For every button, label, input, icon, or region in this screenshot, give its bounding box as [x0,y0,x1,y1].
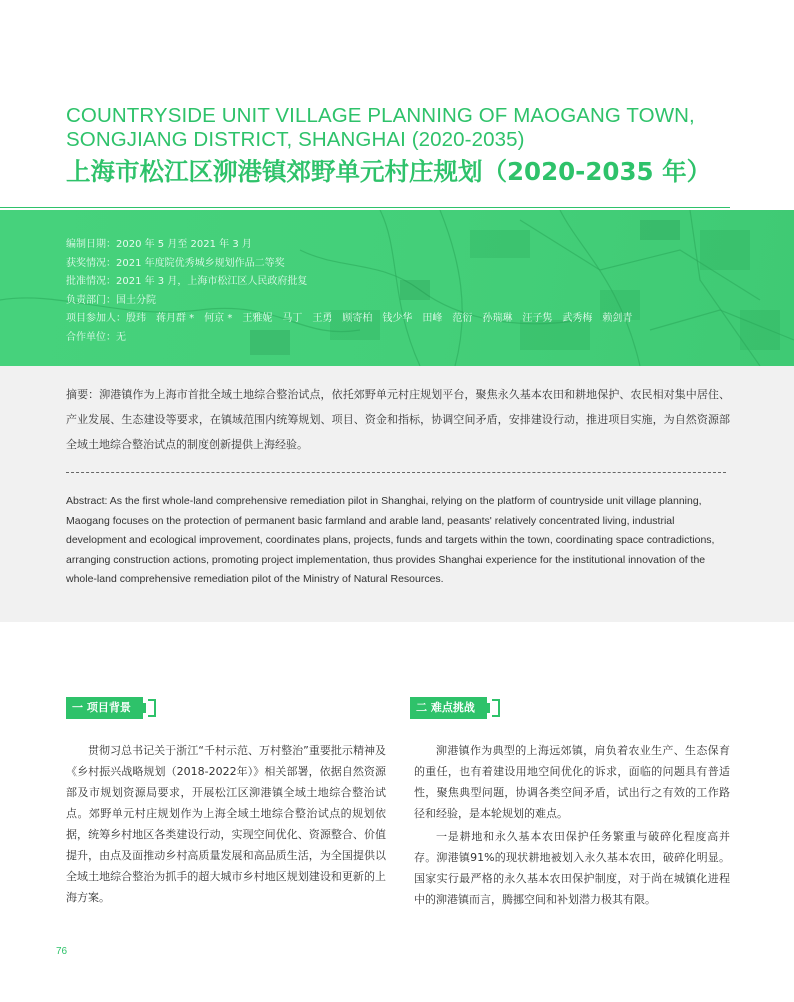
abstract-divider [66,472,726,473]
info-row-award: 获奖情况：2021 年度院优秀城乡规划作品二等奖 [66,257,285,269]
paragraph: 贯彻习总书记关于浙江“千村示范、万村整治”重要批示精神及《乡村振兴战略规划（2018-2022年）》相关部署，依据自然资源部及市规划资源局要求，开展松江区泖港镇全域土地综合整治试点。郊野单元村庄规划作为上海全域土地综合整治试点的规划依据，统筹乡村地区各类建设行动，实现空间优化、资源整合、价值提升，由点及面推动乡村高质量发展和高品质生活，为全国提供以全域土地综合整治为抓手的超大城市乡村地区规划建设和更新的上海方案。 [66,744,386,904]
page-number: 76 [56,946,68,957]
abstract-en: Abstract: As the first whole-land comprehensive remediation pilot in Shanghai, relying on the platform of countryside unit village planning, Maogang focuses on the protection of permanent basic farmland and arable land, peasants' relatively concentrated living, industrial development and ecological improvement, coordinates plans, projects, funds and targets within the town, coordinating space contradictions, arranging construction actions, promoting project implementation, thus provides Shanghai experience for the institutional innovation of the whole-land comprehensive remediation pilot of the Ministry of Natural Resources. [66,495,715,585]
info-row-approval: 批准情况：2021 年 3 月，上海市松江区人民政府批复 [66,276,308,287]
title-cn: 上海市松江区泖港镇郊野单元村庄规划（2020-2035 年） [66,157,712,186]
section-label: 二 难点挑战 [410,697,487,719]
section-heading-background [66,697,156,719]
info-row-partner: 合作单位：无 [66,331,126,343]
info-row-department: 负责部门：国土分院 [66,294,156,306]
title-block [66,104,766,190]
title-en-line2: SONGJIANG DISTRICT, SHANGHAI (2020-2035) [66,128,525,151]
section-heading-challenges [410,697,500,719]
column-background [66,740,386,908]
paragraph: 一是耕地和永久基本农田保护任务繁重与破碎化程度高并存。泖港镇91%的现状耕地被划入永久基本农田，破碎化明显。国家实行最严格的永久基本农田保护制度，对于尚在城镇化进程中的泖港镇而言，腾挪空间和补划潜力极其有限。 [414,830,730,906]
bracket-icon [148,699,156,717]
abstract-cn: 摘要：泖港镇作为上海市首批全域土地综合整治试点，依托郊野单元村庄规划平台，聚焦永久基本农田和耕地保护、农民相对集中居住、产业发展、生态建设等要求，在镇域范围内统筹规划、项目、资金和指标，协调空间矛盾，安排建设行动，推进项目实施，为自然资源部全域土地综合整治试点的制度创新提供上海经验。 [66,388,730,451]
section-label: 一 项目背景 [66,697,143,719]
info-row-participants: 项目参加人：殷玮 蒋月群 * 何京 * 王雅妮 马丁 王勇 顾寄柏 钱少华 田峰 范衍 孙瑞琳 汪子隽 武秀梅 赖剑青 [66,313,633,324]
title-rule [0,207,730,208]
title-en-line1: COUNTRYSIDE UNIT VILLAGE PLANNING OF MAOGANG TOWN, [66,104,695,127]
info-row-date: 编制日期：2020 年 5 月至 2021 年 3 月 [66,239,252,250]
bracket-icon [492,699,500,717]
column-challenges [414,740,730,910]
project-info-list [66,236,632,347]
paragraph: 泖港镇作为典型的上海远郊镇，肩负着农业生产、生态保育的重任，也有着建设用地空间优化的诉求，面临的问题具有普适性，聚焦典型问题，协调各类空间矛盾，试出行之有效的工作路径和经验，是本轮规划的难点。 [414,744,730,820]
project-info-banner [0,210,794,366]
